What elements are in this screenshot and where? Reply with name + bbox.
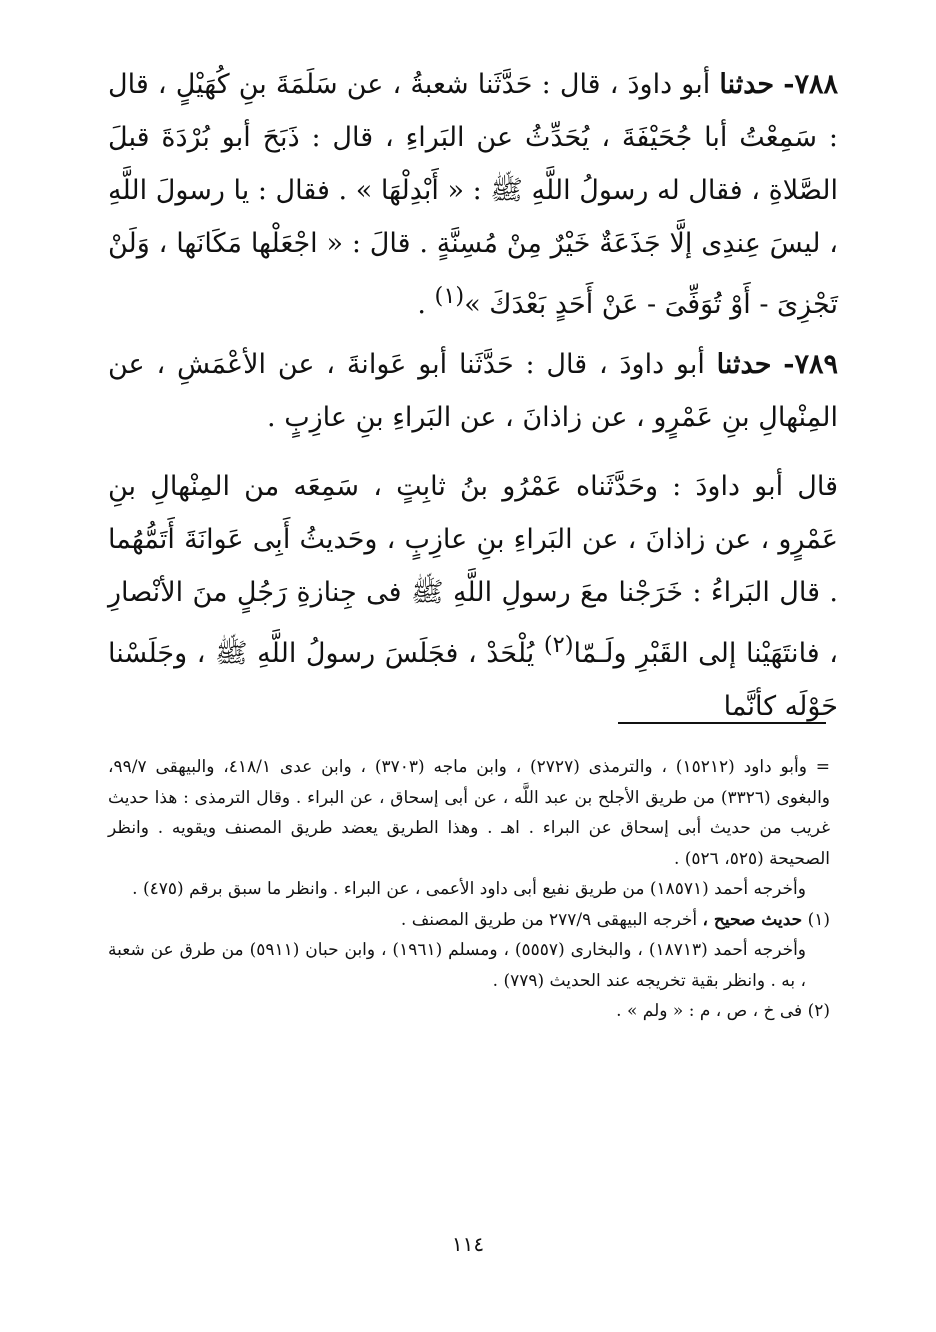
hadith-788 [108,58,838,331]
abu-dawud-paragraph [108,460,838,733]
hadith-789 [108,338,838,444]
hadith-number: ٧٨٨- [783,69,838,100]
footnote-ahmad: وأخرجه أحمد (١٨٥٧١) من طريق نفيع أبى داود الأعمى ، عن البراء . وانظر ما سبق برقم (٤٧٥) . [132,879,806,899]
hadith-text: أبو داودَ ، قال : حَدَّثَنا شعبةُ ، عن سَلَمَةَ بنِ كُهَيْلٍ ، قال : سَمِعْتُ أبا جُحَيْفَةَ ، يُحَدِّثُ عن البَراءِ ، قال : ذَبَحَ أبو بُرْدَةَ قبلَ الصَّلاةِ ، فقال له رسولُ اللَّهِ ﷺ : « أَبْدِلْهَا » . فقال : يا رسولَ اللَّهِ ، ليسَ عِندِى إلَّا جَذَعَةٌ خَيْرٌ مِنْ مُسِنَّةٍ . قالَ : « اجْعَلْها مَكَانَها ، وَلَنْ تَجْزِىَ - أَوْ تُوَفِّىَ - عَنْ أَحَدٍ بَعْدَكَ » [108,69,838,320]
footnote-1-grade: حديث صحيح ، [702,909,803,930]
hadith-label: حدثنا [719,69,775,100]
footnote-continued: = وأبو داود (١٥٢١٢) ، والترمذى (٢٧٢٧) ، وابن ماجه (٣٧٠٣) ، وابن عدى ٤١٨/١، والبيهقى ٩٩/٧، والبغوى (٣٣٢٦) من طريق الأجلح بن عبد اللَّه ، عن أبى إسحاق ، عن البراء . وقال الترمذى : هذا حديث غريب من حديث أبى إسحاق عن البراء . اهـ . وهذا الطريق يعضد طريق المصنف ويقويه . وانظر الصحيحة (٥٢٥، ٥٢٦) . [108,757,831,869]
footnotes [108,752,830,1027]
footnote-1 [108,905,830,936]
hadith-end: . [417,289,435,320]
footnote-1-continued: وأخرجه أحمد (١٨٧١٣) ، والبخارى (٥٥٥٧) ، ومسلم (١٩٦١) ، وابن حبان (٥٩١١) من طرق عن شعبة ، به . وانظر بقية تخريجه عند الحديث (٧٧٩) . [108,940,807,991]
footnote-2: (٢) فى خ ، ص ، م : « ولم » . [616,1001,830,1021]
footnote-1-text: أخرجه البيهقى ٢٧٧/٩ من طريق المصنف . [400,909,703,930]
hadith-text: أبو داودَ ، قال : حَدَّثَنا أبو عَوانةَ ، عن الأعْمَشِ ، عن المِنْهالِ بنِ عَمْرٍو ، عن زاذانَ ، عن البَراءِ بنِ عازِبٍ . [108,349,838,433]
hadith-number: ٧٨٩- [783,349,838,380]
footnote-divider [618,722,826,724]
footnote-1-number: (١) [807,909,830,930]
paragraph-text-cont: يُلْحَدْ ، فجَلَسَ رسولُ اللَّهِ ﷺ ، وجَلَسْنا حَوْلَه كأنَّما [108,638,838,722]
footnote-ref: (٢) [543,632,574,658]
hadith-label: حدثنا [716,349,772,380]
page-number: ١١٤ [451,1232,485,1256]
footnote-ref: (١) [434,283,465,309]
paragraph-text: قال أبو داودَ : وحَدَّثَناه عَمْرُو بنُ ثابِتٍ ، سَمِعَه من المِنْهالِ بنِ عَمْرٍو ، عن زاذانَ ، عن البَراءِ بنِ عازِبٍ ، وحَديثُ أَبِى عَوانَةَ أَتَمُّهُما . قال البَراءُ : خَرَجْنا معَ رسولِ اللَّهِ ﷺ فى جِنازةِ رَجُلٍ منَ الأنْصارِ ، فانتَهَيْنا إلى القَبْرِ ولَـمّا [108,471,838,669]
